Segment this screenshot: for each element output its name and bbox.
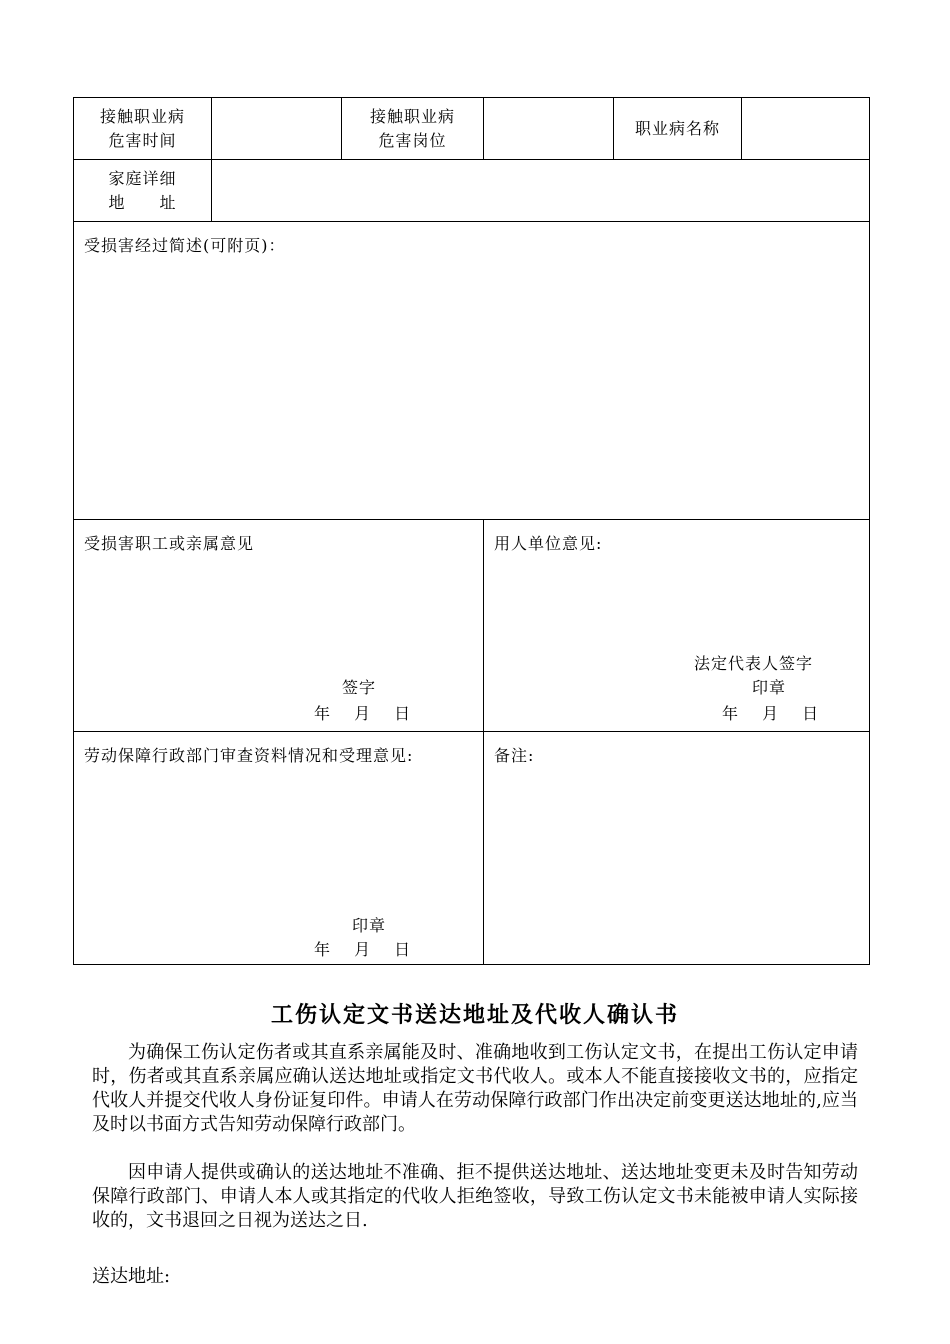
worker-date-label: 年 月 日 [314,704,412,723]
home-address-label-line2: 地 址 [108,192,177,212]
delivery-address-label: 送达地址: [92,1266,171,1287]
dept-review-cell[interactable] [74,732,484,965]
legal-rep-signature-label: 法定代表人签字 [694,654,814,673]
exposure-time-field[interactable] [212,98,342,160]
employer-date-label: 年 月 日 [722,704,820,723]
exposure-post-label [342,98,484,160]
dept-date-label: 年 月 日 [314,940,412,959]
injury-description-label: 受损害经过简述(可附页)： [84,236,286,255]
worker-signature-label: 签字 [342,678,377,697]
dept-review-label: 劳动保障行政部门审查资料情况和受理意见: [84,746,414,765]
worker-opinion-cell[interactable] [74,520,484,732]
home-address-label-line1: 家庭详细 [108,168,177,188]
disease-name-label: 职业病名称 [614,98,742,160]
disease-name-field[interactable] [742,98,870,160]
exposure-time-label-line1: 接触职业病 [99,106,185,126]
remarks-cell[interactable] [484,732,870,965]
dept-seal-label: 印章 [352,916,387,935]
exposure-post-label-line2: 危害岗位 [378,130,447,150]
confirmation-paragraph-2: 因申请人提供或确认的送达地址不准确、拒不提供送达地址、送达地址变更未及时告知劳动保障行政部门、申请人本人或其指定的代收人拒绝签收，导致工伤认定文书未能被申请人实际接收的，文书退回之日视为送达之日. [92,1162,858,1231]
confirmation-title: 工伤认定文书送达地址及代收人确认书 [270,1002,679,1028]
home-address-label [74,160,212,222]
exposure-time-label-line2: 危害时间 [108,130,177,150]
exposure-post-field[interactable] [484,98,614,160]
employer-opinion-label: 用人单位意见: [494,534,603,553]
home-address-field[interactable] [212,160,870,222]
exposure-post-label-line1: 接触职业病 [369,106,455,126]
exposure-time-label [74,98,212,160]
confirmation-paragraph-1: 为确保工伤认定伤者或其直系亲属能及时、准确地收到工伤认定文书，在提出工伤认定申请时，伤者或其直系亲属应确认送达地址或指定文书代收人。或本人不能直接接收文书的，应指定代收人并提交代收人身份证复印件。申请人在劳动保障行政部门作出决定前变更送达地址的,应当及时以书面方式告知劳动保障行政部门。 [92,1042,858,1135]
injury-description-cell[interactable] [74,222,870,520]
employer-seal-label: 印章 [752,678,787,697]
remarks-label: 备注: [494,746,535,765]
injury-form-table [73,97,870,965]
worker-opinion-label: 受损害职工或亲属意见 [84,534,255,553]
employer-opinion-cell[interactable] [484,520,870,732]
